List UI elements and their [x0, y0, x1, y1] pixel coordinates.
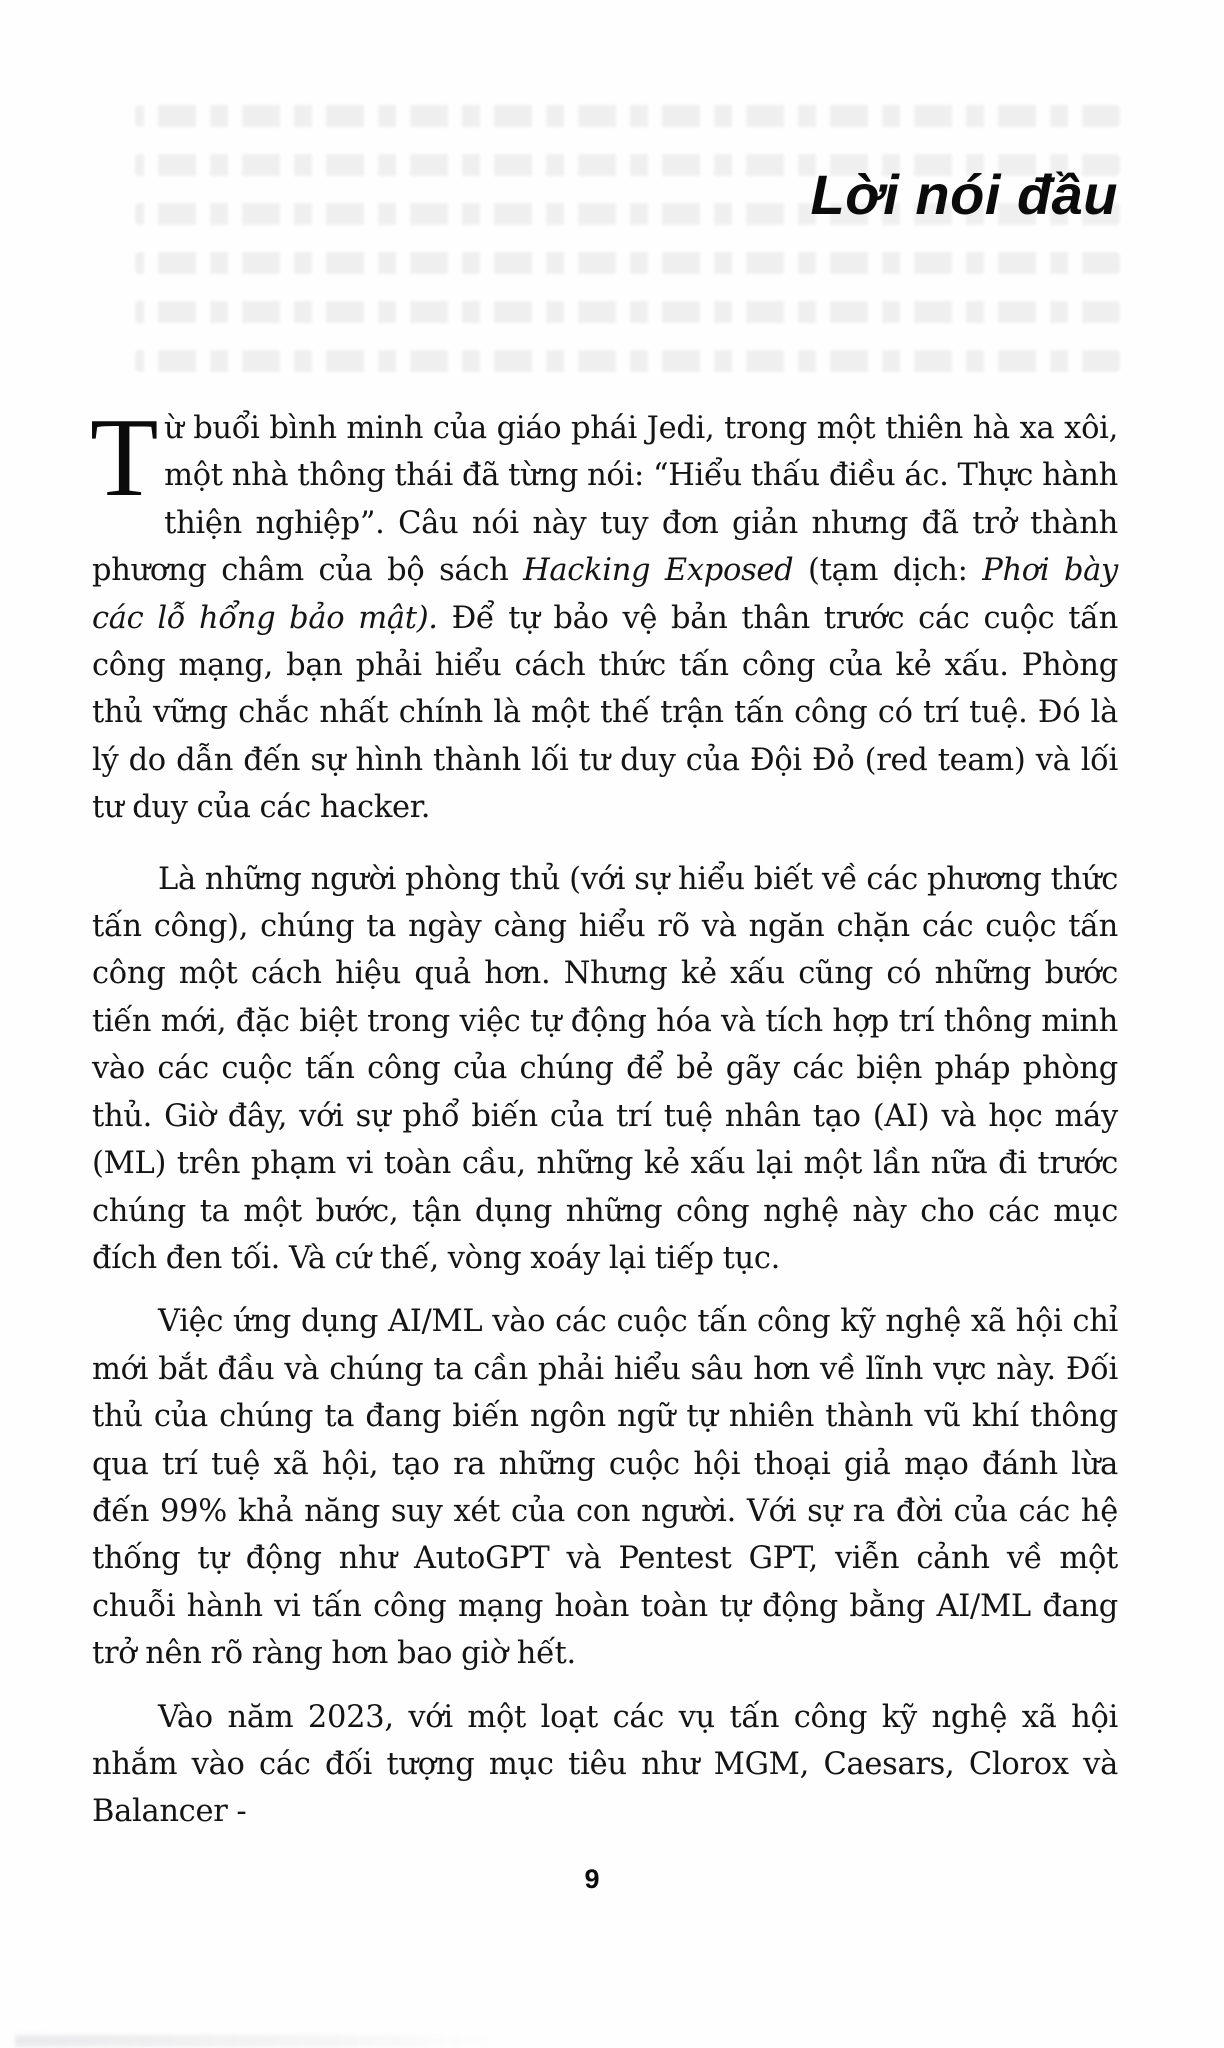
- paragraph-4: Vào năm 2023, với một loạt các vụ tấn công kỹ nghệ xã hội nhắm vào các đối tượng mục tiêu như MGM, Caesars, Clorox và Balancer -: [92, 1699, 1118, 1830]
- book-title-hacking-exposed: Hacking Exposed: [523, 553, 794, 589]
- paragraph-1: [90, 396, 1118, 832]
- paragraph-2: Là những người phòng thủ (với sự hiểu biết về các phương thức tấn công), chúng ta ngày càng hiểu rõ và ngăn chặn các cuộc tấn công một cách hiệu quả hơn. Nhưng kẻ xấu cũng có những bước tiến mới, đặc biệt trong việc tự động hóa và tích hợp trí thông minh vào các cuộc tấn công của chúng để bẻ gãy các biện pháp phòng thủ. Giờ đây, với sự phổ biến của trí tuệ nhân tạo (AI) và học máy (ML) trên phạm vi toàn cầu, những kẻ xấu lại một lần nữa đi trước chúng ta một bước, tận dụng những công nghệ này cho các mục đích đen tối. Và cứ thế, vòng xoáy lại tiếp tục.: [92, 861, 1118, 1276]
- drop-cap: T: [90, 396, 159, 520]
- paragraph-1-segment-5: Để tự bảo vệ bản thân trước các cuộc tấn công mạng, bạn phải hiểu cách thức tấn công của kẻ xấu. Phòng thủ vững chắc nhất chính là một thế trận tấn công có trí tuệ. Đó là lý do dẫn đến sự hình thành lối tư duy của Đội Đỏ (red team) và lối tư duy của các hacker.: [92, 600, 1118, 826]
- chapter-title: Lời nói đầu: [810, 163, 1118, 226]
- paragraph-3: Việc ứng dụng AI/ML vào các cuộc tấn công kỹ nghệ xã hội chỉ mới bắt đầu và chúng ta cần phải hiểu sâu hơn về lĩnh vực này. Đối thủ của chúng ta đang biến ngôn ngữ tự nhiên thành vũ khí thông qua trí tuệ xã hội, tạo ra những cuộc hội thoại giả mạo đánh lừa đến 99% khả năng suy xét của con người. Với sự ra đời của các hệ thống tự động như AutoGPT và Pentest GPT, viễn cảnh về một chuỗi hành vi tấn công mạng hoàn toàn tự động bằng AI/ML đang trở nên rõ ràng hơn bao giờ hết.: [92, 1304, 1118, 1672]
- page-number: 9: [584, 1864, 600, 1894]
- reverse-side-show-through: [135, 105, 1120, 399]
- book-title-translation: Phơi bày các lỗ hổng bảo mật).: [92, 553, 1118, 636]
- body-text: [90, 396, 1118, 1852]
- paragraph-1-segment-3: (tạm dịch:: [793, 553, 983, 589]
- scan-edge-artifact: [15, 2035, 495, 2047]
- paragraph-1-segment-1: ừ buổi bình minh của giáo phái Jedi, trong một thiên hà xa xôi, một nhà thông thái đã từng nói: “Hiểu thấu điều ác. Thực hành thiện nghiệp”. Câu nói này tuy đơn giản nhưng đã trở thành phương châm của bộ sách: [92, 411, 1118, 589]
